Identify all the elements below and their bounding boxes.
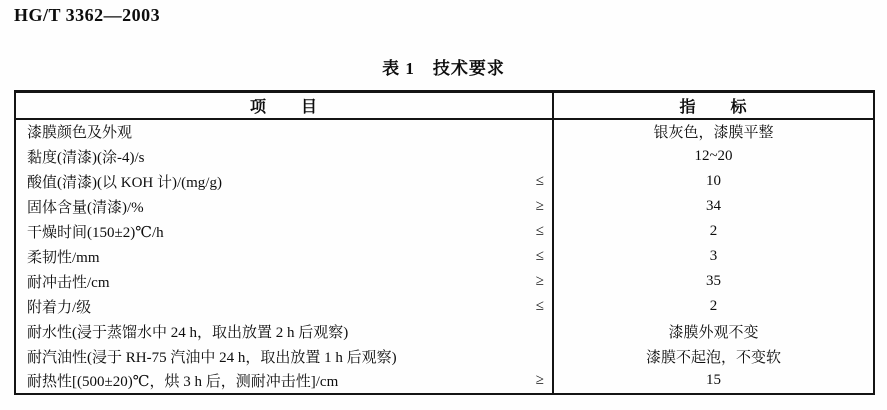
standard-code: HG/T 3362—2003	[14, 5, 161, 25]
value-cell: 15	[706, 372, 721, 388]
item-label: 附着力/级	[27, 299, 92, 316]
value-cell: 12~20	[694, 147, 733, 164]
item-cell	[15, 119, 553, 144]
item-label: 固体含量(清漆)/%	[27, 199, 144, 216]
relation-symbol: ≤	[535, 247, 544, 264]
table-row	[15, 369, 874, 394]
table-row	[15, 194, 874, 219]
item-label: 柔韧性/mm	[27, 249, 100, 266]
table-caption: 表 1 技术要求	[382, 59, 505, 78]
relation-symbol: ≥	[535, 197, 544, 214]
item-label: 干燥时间(150±2)℃/h	[27, 224, 164, 241]
item-cell	[15, 144, 553, 169]
value-cell: 10	[706, 172, 721, 189]
item-label: 黏度(清漆)(涂-4)/s	[27, 149, 145, 166]
table-row	[15, 119, 874, 144]
relation-symbol: ≥	[535, 372, 544, 388]
item-label: 漆膜颜色及外观	[27, 125, 133, 141]
table-row	[15, 319, 874, 344]
value-cell: 34	[706, 197, 721, 214]
value-cell: 银灰色，漆膜平整	[653, 125, 774, 141]
header-row	[15, 92, 874, 119]
item-cell	[15, 219, 553, 244]
value-cell: 35	[706, 272, 721, 289]
item-cell	[15, 344, 553, 369]
item-cell	[15, 369, 553, 394]
item-cell	[15, 244, 553, 269]
column-header-item: 项 目	[15, 92, 553, 119]
relation-symbol: ≤	[535, 172, 544, 189]
relation-symbol: ≤	[535, 297, 544, 314]
item-label: 耐汽油性(浸于 RH-75 汽油中 24 h，取出放置 1 h 后观察)	[27, 349, 397, 366]
relation-symbol: ≥	[535, 272, 544, 289]
table-row	[15, 269, 874, 294]
value-cell: 漆膜外观不变	[668, 324, 759, 341]
table-row	[15, 244, 874, 269]
item-label: 耐热性[(500±20)℃，烘 3 h 后，测耐冲击性]/cm	[27, 374, 339, 390]
table-row	[15, 144, 874, 169]
value-cell: 2	[709, 297, 718, 314]
value-cell: 漆膜不起泡，不变软	[645, 349, 781, 366]
table-row	[15, 294, 874, 319]
item-cell	[15, 319, 553, 344]
relation-symbol: ≤	[535, 222, 544, 239]
item-cell	[15, 294, 553, 319]
table-row	[15, 169, 874, 194]
item-cell	[15, 194, 553, 219]
table-row	[15, 344, 874, 369]
item-label: 耐水性(浸于蒸馏水中 24 h，取出放置 2 h 后观察)	[27, 324, 349, 341]
item-cell	[15, 169, 553, 194]
value-cell: 3	[709, 247, 718, 264]
column-header-index: 指 标	[553, 92, 874, 119]
value-cell: 2	[709, 222, 718, 239]
requirements-table	[14, 90, 875, 395]
item-cell	[15, 269, 553, 294]
item-label: 酸值(清漆)(以 KOH 计)/(mg/g)	[27, 174, 222, 191]
item-label: 耐冲击性/cm	[27, 274, 110, 291]
table-row	[15, 219, 874, 244]
